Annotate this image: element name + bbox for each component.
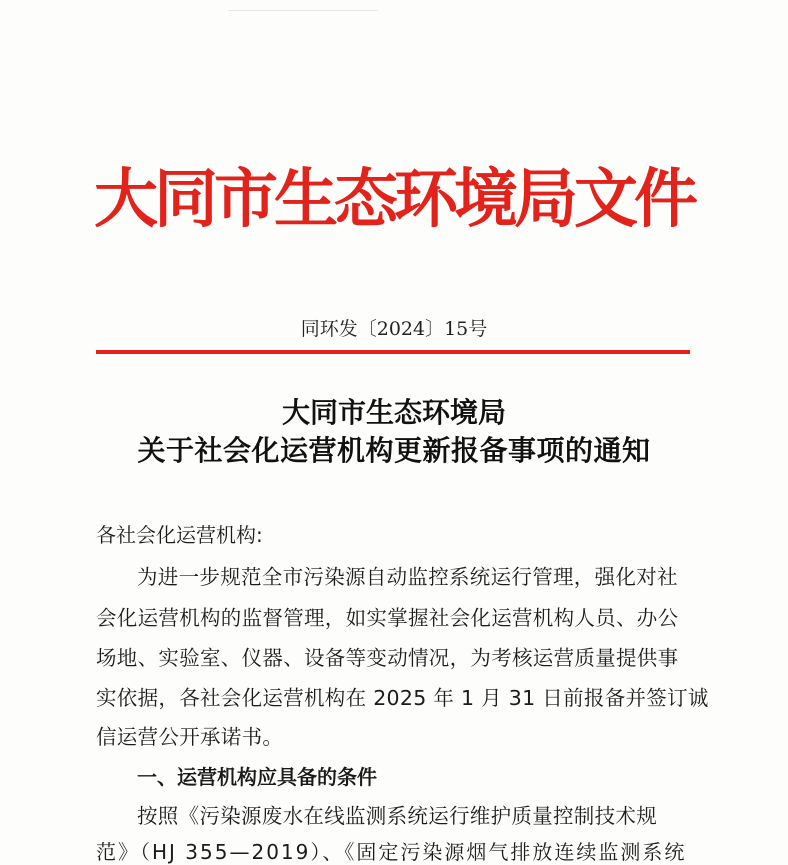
body-paragraph-2-line-2-cut: 范》（HJ 355—2019）、《固定污染源烟气排放连续监测系统 [96, 840, 687, 864]
body-paragraph-1-line-4: 实依据，各社会化运营机构在 2025 年 1 月 31 日前报备并签订诚 [96, 686, 709, 710]
body-paragraph-1-line-3: 场地、实验室、仪器、设备等变动情况，为考核运营质量提供事 [96, 646, 679, 670]
scan-artifact-line [228, 10, 378, 11]
document-title-line-2: 关于社会化运营机构更新报备事项的通知 [137, 434, 651, 467]
body-paragraph-1-line-1: 为进一步规范全市污染源自动监控系统运行管理，强化对社 [137, 565, 678, 589]
body-paragraph-2-line-1: 按照《污染源废水在线监测系统运行维护质量控制技术规 [137, 804, 657, 828]
section-heading-1: 一、运营机构应具备的条件 [137, 765, 377, 789]
document-title-line-1: 大同市生态环境局 [281, 396, 506, 429]
body-paragraph-1-line-2: 会化运营机构的监督管理，如实掌握社会化运营机构人员、办公 [96, 606, 679, 630]
document-masthead: 大同市生态环境局文件 [94, 162, 694, 237]
red-divider-rule [96, 350, 690, 354]
body-paragraph-1-line-5: 信运营公开承诺书。 [96, 725, 284, 749]
salutation: 各社会化运营机构: [96, 523, 263, 547]
document-number: 同环发〔2024〕15号 [300, 318, 488, 340]
